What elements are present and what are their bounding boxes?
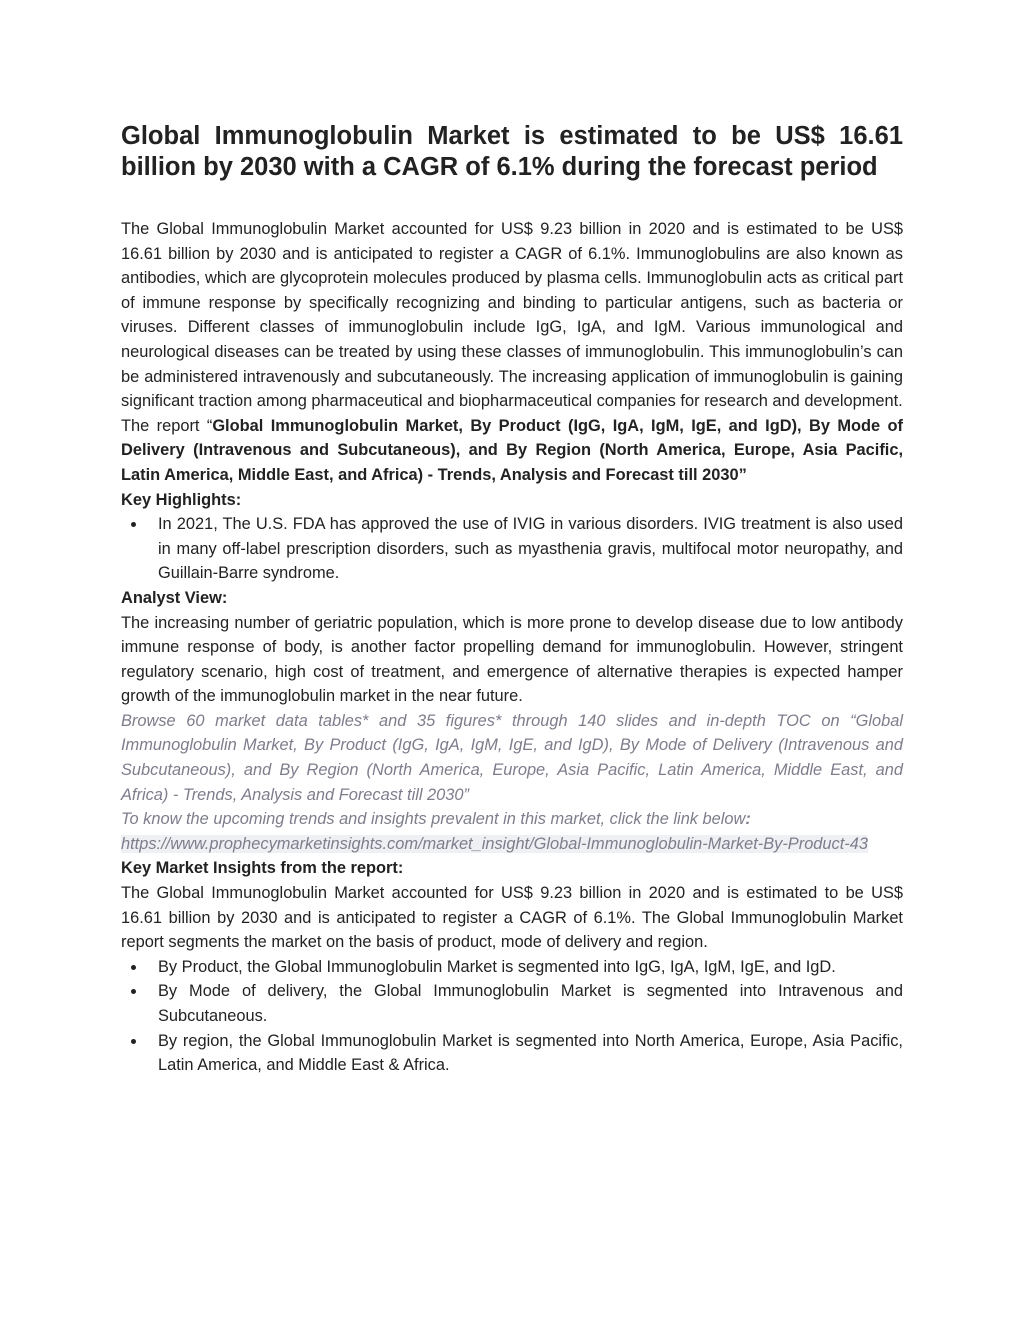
report-prefix: The report “ [121,416,213,435]
list-item [158,512,903,586]
report-title: Global Immunoglobulin Market, By Product (IgG, IgA, IgM, IgE, and IgD), By Mode of Delivery (Intravenous and Subcutaneous), and By Region (North America, Europe, Asia Pacific, Latin America, Middle East, and Africa) - Trends, Analysis and Forecast till 2030” [121,416,903,484]
list-item-text: By region, the Global Immunoglobulin Market is segmented into North America, Europe, Asia Pacific, Latin America, and Middle East & Africa. [158,1031,903,1075]
analyst-view-paragraph: The increasing number of geriatric population, which is more prone to develop disease due to low antibody immune response of body, is another factor propelling demand for immunoglobulin. However, stringent regulatory scenario, high cost of treatment, and emergence of alternative therapies is expected hamper growth of the immunoglobulin market in the near future. [121,613,903,706]
analyst-view-heading: Analyst View: [121,588,228,607]
intro-paragraph: The Global Immunoglobulin Market accounted for US$ 9.23 billion in 2020 and is estimated to be US$ 16.61 billion by 2030 and is anticipated to register a CAGR of 6.1%. Immunoglobulins are also known as antibodies, which are glycoprotein molecules produced by plasma cells. Immunoglobulin acts as critical part of immune response by specifically recognizing and binding to particular antigens, such as bacteria or viruses. Different classes of immunoglobulin include IgG, IgA, and IgM. Various immunological and neurological diseases can be treated by using these classes of immunoglobulin. This immunoglobulin’s can be administered intravenously and subcutaneously. The increasing application of immunoglobulin is gaining significant traction among pharmaceutical and biopharmaceutical companies for research and development. [121,220,903,411]
list-item [158,955,903,980]
bullet-icon [131,989,136,994]
key-insights-list [121,955,903,1078]
document-page [121,121,903,1078]
key-insights-paragraph: The Global Immunoglobulin Market accounted for US$ 9.23 billion in 2020 and is estimated to be US$ 16.61 billion by 2030 and is anticipated to register a CAGR of 6.1%. The Global Immunoglobulin Market report segments the market on the basis of product, mode of delivery and region. [121,884,903,952]
key-insights-heading: Key Market Insights from the report: [121,859,404,878]
document-title: Global Immunoglobulin Market is estimated to be US$ 16.61 billion by 2030 with a CAGR of 6.1% during the forecast period [121,122,903,181]
bullet-icon [131,1039,136,1044]
key-highlights-list [121,512,903,586]
link-intro-colon: : [745,810,751,829]
link-intro [121,807,903,832]
report-paragraph [121,414,903,488]
list-item [158,979,903,1028]
link-intro-text: To know the upcoming trends and insights prevalent in this market, click the link below [121,810,746,829]
link-paragraph [121,832,903,857]
list-item-text: By Mode of delivery, the Global Immunoglobulin Market is segmented into Intravenous and Subcutaneous. [158,982,903,1025]
browse-text: Browse 60 market data tables* and 35 figures* through 140 slides and in-depth TOC on “Global Immunoglobulin Market, By Product (IgG, IgA, IgM, IgE, and IgD), By Mode of Delivery (Intravenous and Subcutaneous), and By Region (North America, Europe, Asia Pacific, Latin America, Middle East, and Africa) - Trends, Analysis and Forecast till 2030” [121,711,903,804]
list-item-text: By Product, the Global Immunoglobulin Market is segmented into IgG, IgA, IgM, IgE, and IgD. [158,957,836,976]
bullet-icon [131,965,136,970]
list-item [158,1029,903,1078]
list-item-text: In 2021, The U.S. FDA has approved the use of IVIG in various disorders. IVIG treatment is also used in many off-label prescription disorders, such as myasthenia gravis, multifocal motor neuropathy, and Guillain-Barre syndrome. [158,515,903,583]
report-link[interactable]: https://www.prophecymarketinsights.com/market_insight/Global-Immunoglobulin-Market-By-Product-43 [121,834,868,853]
key-highlights-heading: Key Highlights: [121,490,242,509]
bullet-icon [131,522,136,527]
